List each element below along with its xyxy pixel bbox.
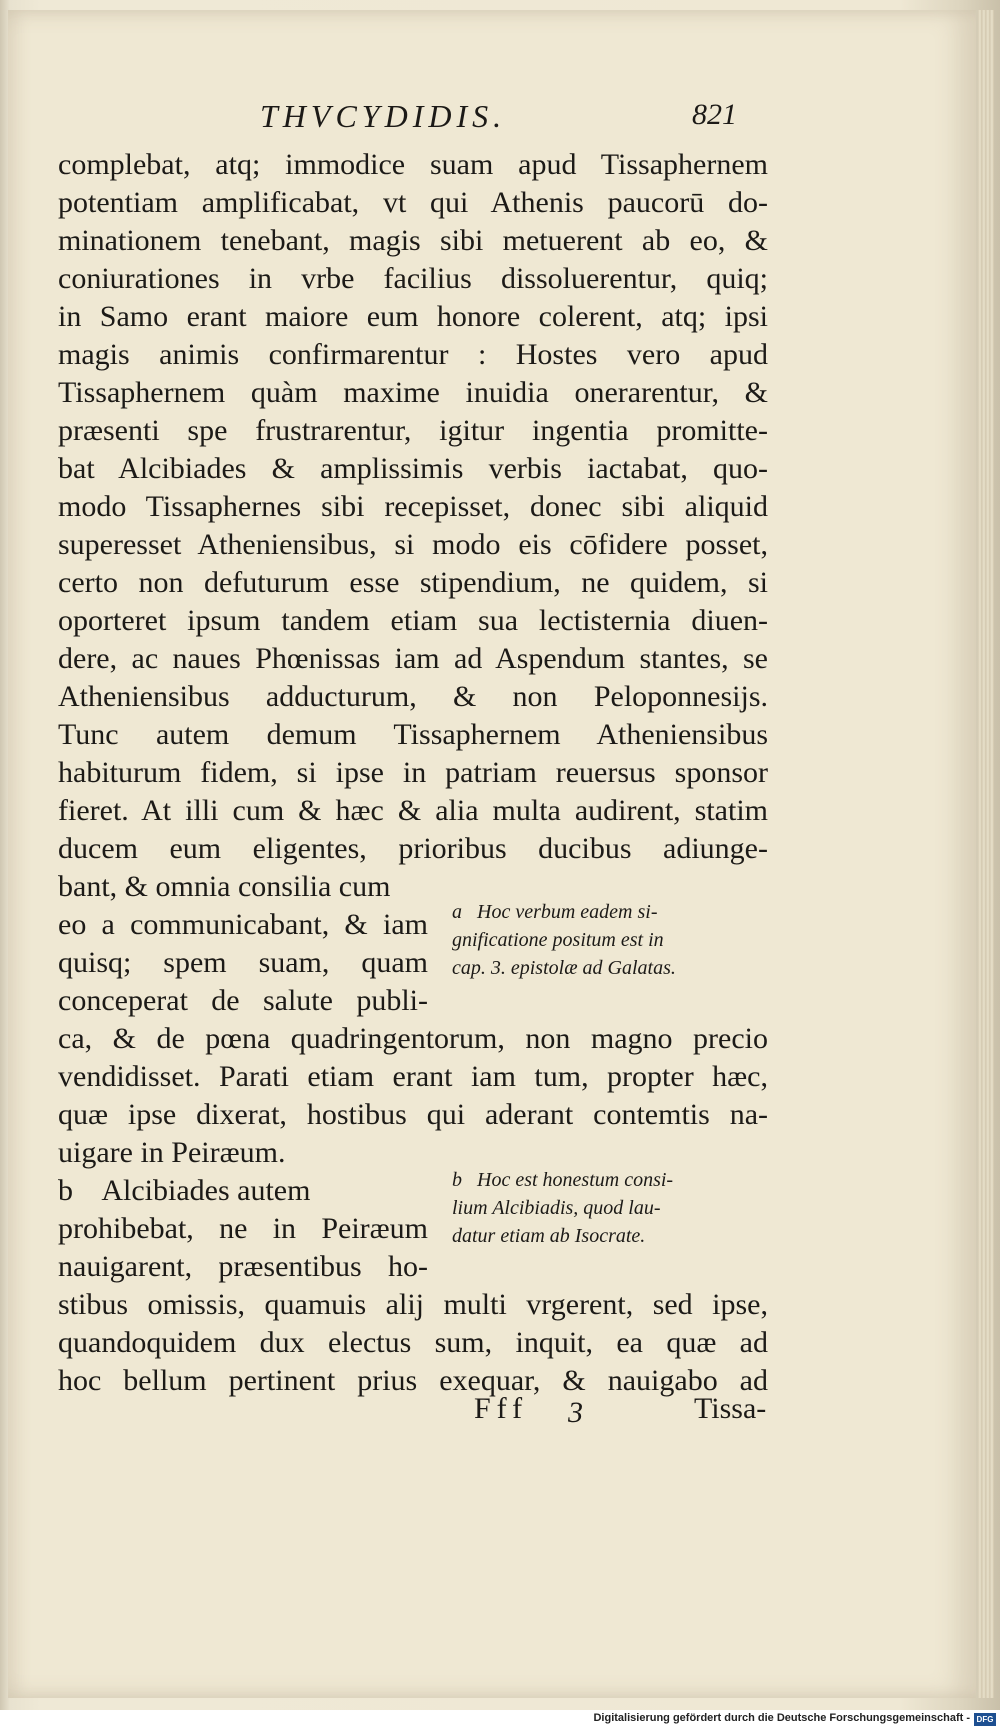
text-line: conceperat de salute publi-	[58, 984, 428, 1017]
text-line: nauigarent, præsentibus ho-	[58, 1250, 428, 1283]
page-number: 821	[692, 98, 737, 131]
text-line: habiturum fidem, si ipse in patriam reuersus sponsor	[58, 756, 768, 789]
text-line: uigare in Peiræum.	[58, 1136, 286, 1169]
text-line: quæ ipse dixerat, hostibus qui aderant contemtis na-	[58, 1098, 768, 1131]
text-line: coniurationes in vrbe facilius dissoluerentur, quiq;	[58, 262, 768, 295]
running-head	[8, 98, 976, 138]
text-line: ca, & de pœna quadringentorum, non magno precio	[58, 1022, 768, 1055]
text-line: Atheniensibus adducturum, & non Peloponnesijs.	[58, 680, 768, 713]
text-line: bat Alcibiades & amplissimis verbis iactabat, quo-	[58, 452, 768, 485]
signature-mark: Fff	[474, 1392, 529, 1425]
text-line: ducem eum eligentes, prioribus ducibus adiunge-	[58, 832, 768, 865]
text-line: potentiam amplificabat, vt qui Athenis paucorū do-	[58, 186, 768, 219]
text-line: Tunc autem demum Tissaphernem Atheniensibus	[58, 718, 768, 751]
dfg-logo-icon: DFG	[974, 1713, 996, 1726]
digitization-footer	[0, 1710, 1000, 1730]
text-line: quandoquidem dux electus sum, inquit, ea quæ ad	[58, 1326, 768, 1359]
note-line: lium Alcibiadis, quod lau-	[452, 1197, 661, 1219]
text-line: hoc bellum pertinent prius exequar, & nauigabo ad	[58, 1364, 768, 1397]
page-edges	[978, 10, 994, 1698]
note-line: datur etiam ab Isocrate.	[452, 1225, 646, 1247]
note-line: a Hoc verbum eadem si-	[452, 901, 658, 923]
text-line: oporteret ipsum tandem etiam sua lectisternia diuen-	[58, 604, 768, 637]
running-head-title: THVCYDIDIS.	[260, 98, 507, 134]
text-line: quisq; spem suam, quam	[58, 946, 428, 979]
text-line: vendidisset. Parati etiam erant iam tum, propter hæc,	[58, 1060, 768, 1093]
book-page	[8, 10, 976, 1698]
text-line: prohibebat, ne in Peiræum	[58, 1212, 428, 1245]
signature-number: 3	[568, 1396, 583, 1429]
text-line: modo Tissaphernes sibi recepisset, donec sibi aliquid	[58, 490, 768, 523]
text-line: b Alcibiades autem	[58, 1174, 311, 1207]
text-line: Tissaphernem quàm maxime inuidia onerarentur, &	[58, 376, 768, 409]
note-line: gnificatione positum est in	[452, 929, 664, 951]
text-line: in Samo erant maiore eum honore colerent, atq; ipsi	[58, 300, 768, 333]
text-line: minationem tenebant, magis sibi metuerent ab eo, &	[58, 224, 768, 257]
note-line: cap. 3. epistolæ ad Galatas.	[452, 957, 676, 979]
text-line: complebat, atq; immodice suam apud Tissaphernem	[58, 148, 768, 181]
text-line: fieret. At illi cum & hæc & alia multa audirent, statim	[58, 794, 768, 827]
text-line: certo non defuturum esse stipendium, ne quidem, si	[58, 566, 768, 599]
text-line: stibus omissis, quamuis alij multi vrgerent, sed ipse,	[58, 1288, 768, 1321]
text-line: eo a communicabant, & iam	[58, 908, 428, 941]
catchword: Tissa-	[694, 1392, 767, 1425]
text-line: superesset Atheniensibus, si modo eis cōfidere posset,	[58, 528, 768, 561]
funding-notice: Digitalisierung gefördert durch die Deutsche Forschungsgemeinschaft -	[593, 1712, 970, 1724]
catchword-line	[8, 1392, 976, 1432]
text-line: bant, & omnia consilia cum	[58, 870, 391, 903]
text-line: dere, ac naues Phœnissas iam ad Aspendum stantes, se	[58, 642, 768, 675]
note-line: b Hoc est honestum consi-	[452, 1169, 674, 1191]
text-line: præsenti spe frustrarentur, igitur ingentia promitte-	[58, 414, 768, 447]
text-line: magis animis confirmarentur : Hostes vero apud	[58, 338, 768, 371]
